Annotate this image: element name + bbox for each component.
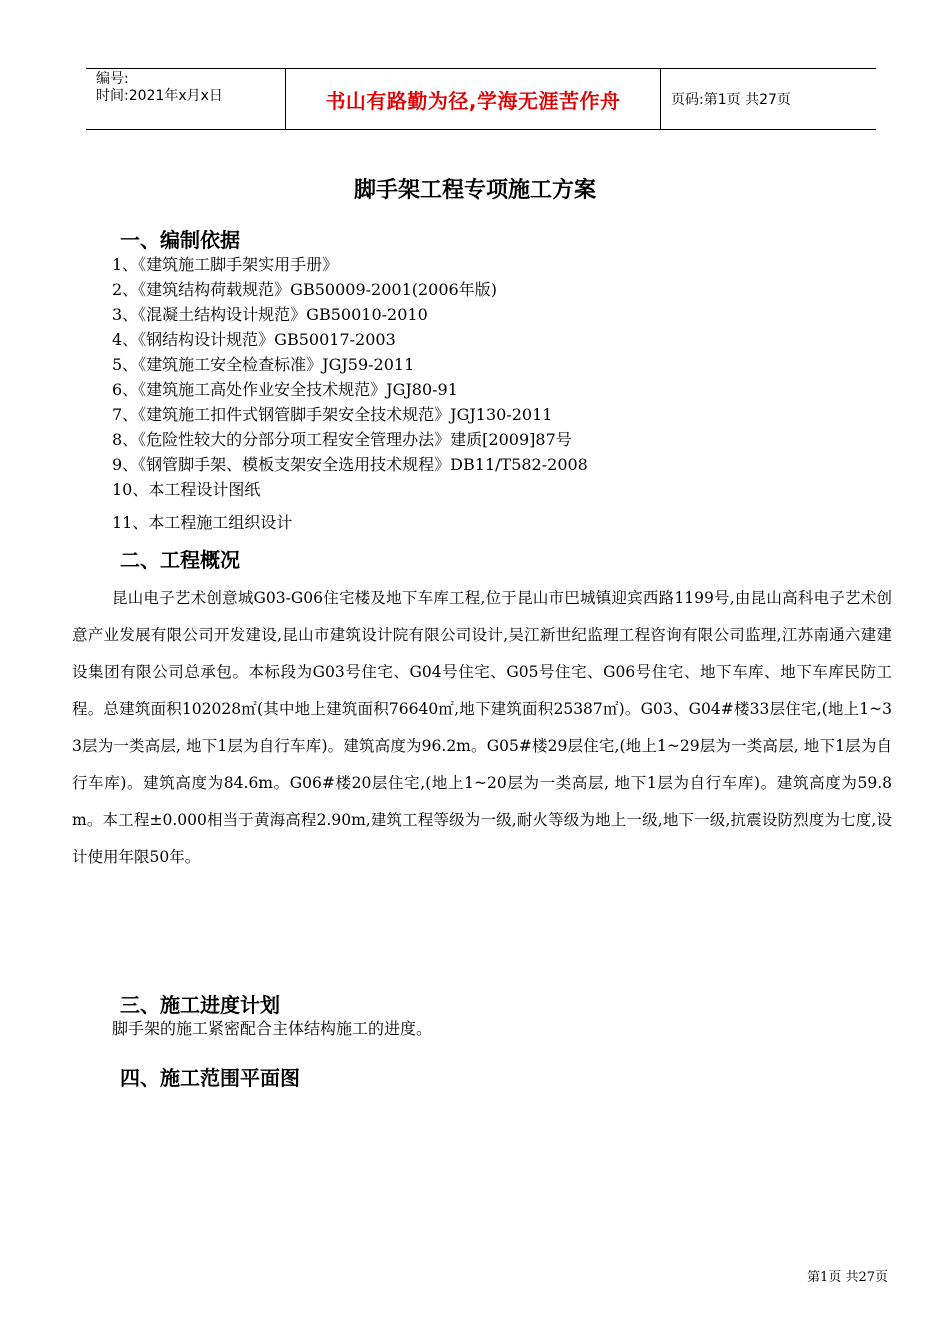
overview-paragraph: 昆山电子艺术创意城G03-G06住宅楼及地下车库工程,位于昆山市巴城镇迎宾西路1199号,由昆山高科电子艺术创意产业发展有限公司开发建设,昆山市建筑设计院有限公司设计,吴江新世纪监理工程咨询有限公司监理,江苏南通六建建设集团有限公司总承包。本标段为G03号住宅、G04号住宅、G05号住宅、G06号住宅、地下车库、地下车库民防工程。总建筑面积102028㎡(其中地上建筑面积76640㎡,地下建筑面积25387㎡)。G03、G04#楼33层住宅,(地上1~33层为一类高层, 地下1层为自行车库)。建筑高度为96.2m。G05#楼29层住宅,(地上1~29层为一类高层, 地下1层为自行车库)。建筑高度为84.6m。G06#楼20层住宅,(地上1~20层为一类高层, 地下1层为自行车库)。建筑高度为59.8m。本工程±0.000相当于黄海高程2.90m,建筑工程等级为一级,耐火等级为地上一级,地下一级,抗震设防烈度为七度,设计使用年限50年。 (72, 589, 892, 866)
header-motto: 书山有路勤为径,学海无涯苦作舟 (286, 69, 661, 129)
list-item: 6、《建筑施工高处作业安全技术规范》JGJ80-91 (112, 380, 458, 399)
doc-time-label: 时间:2021年x月x日 (96, 88, 223, 104)
list-item: 9、《钢管脚手架、模板支架安全选用技术规程》DB11/T582-2008 (112, 455, 588, 474)
header-meta (86, 69, 286, 129)
reference-list (112, 252, 588, 502)
page-header (86, 68, 876, 130)
doc-number-label: 编号: (96, 71, 129, 87)
list-item: 10、本工程设计图纸 (112, 480, 261, 499)
list-item: 1、《建筑施工脚手架实用手册》 (112, 255, 339, 274)
section-heading-schedule: 三、施工进度计划 (120, 993, 280, 1017)
list-item: 8、《危险性较大的分部分项工程安全管理办法》建质[2009]87号 (112, 430, 572, 449)
schedule-paragraph: 脚手架的施工紧密配合主体结构施工的进度。 (112, 1019, 433, 1038)
list-item: 3、《混凝土结构设计规范》GB50010-2010 (112, 305, 428, 324)
list-item: 4、《钢结构设计规范》GB50017-2003 (112, 330, 396, 349)
section-heading-plan: 四、施工范围平面图 (120, 1066, 300, 1090)
list-item: 2、《建筑结构荷载规范》GB50009-2001(2006年版) (112, 280, 497, 299)
section-heading-overview: 二、工程概况 (120, 548, 240, 572)
header-page-info: 页码:第1页 共27页 (671, 92, 791, 108)
page-footer: 第1页 共27页 (807, 1270, 888, 1285)
document-title: 脚手架工程专项施工方案 (353, 178, 596, 203)
list-item: 5、《建筑施工安全检查标准》JGJ59-2011 (112, 355, 415, 374)
section-heading-basis: 一、编制依据 (120, 228, 240, 252)
list-item: 7、《建筑施工扣件式钢管脚手架安全技术规范》JGJ130-2011 (112, 405, 553, 424)
list-item: 11、本工程施工组织设计 (112, 513, 293, 532)
